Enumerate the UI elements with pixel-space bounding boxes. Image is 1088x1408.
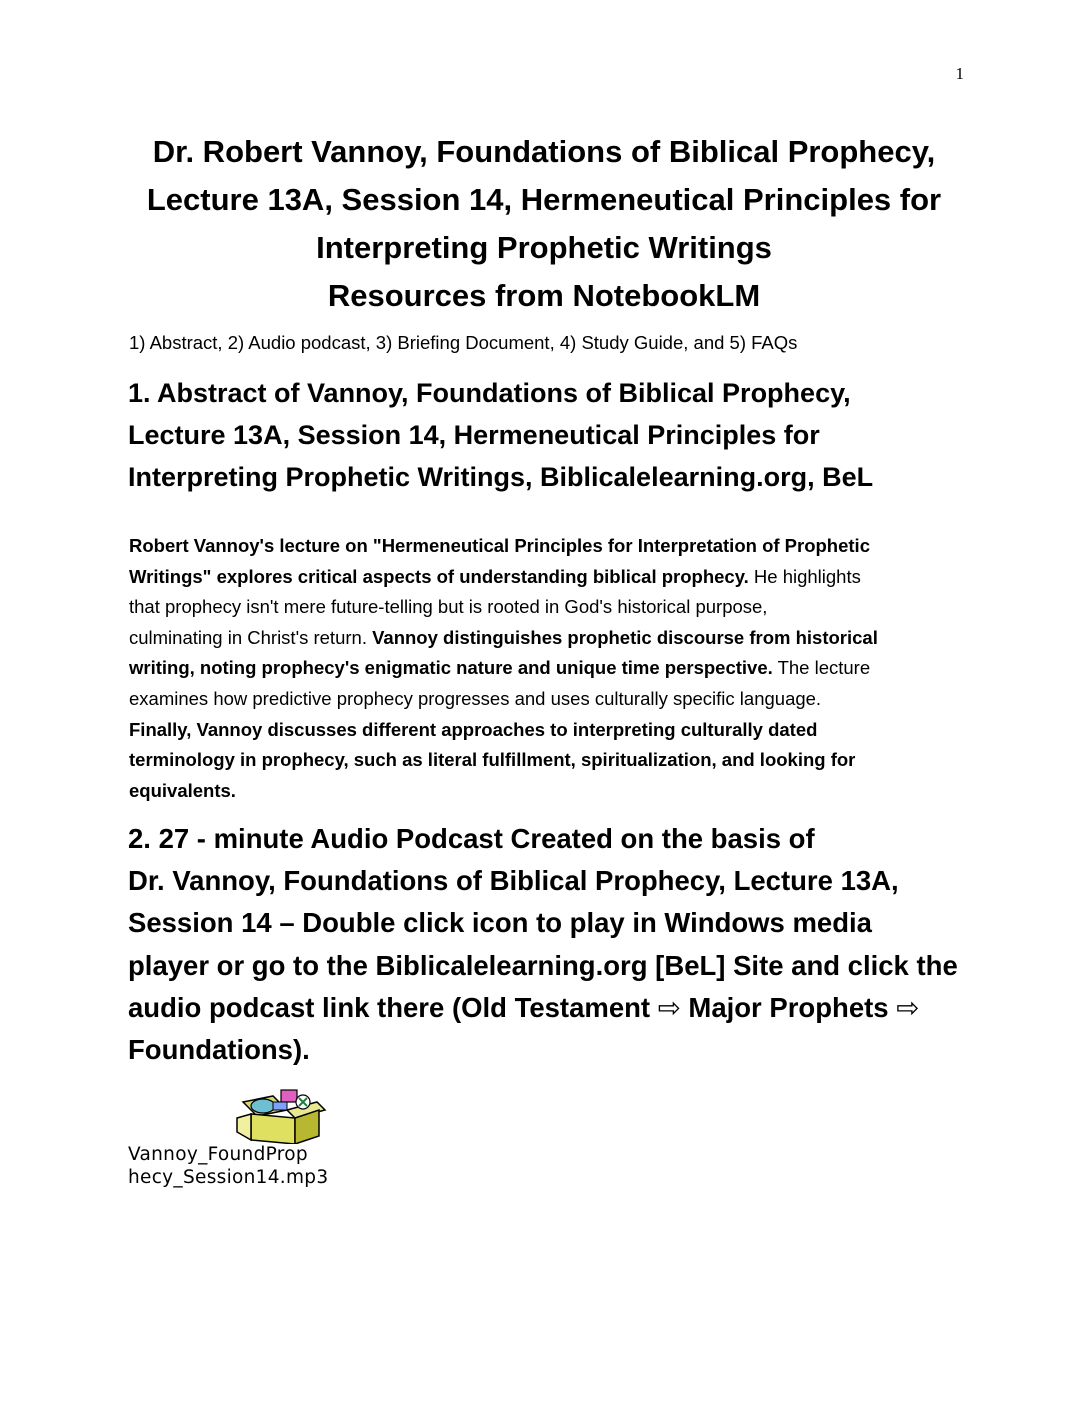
arrow-right-icon: ⇨ [896,991,920,1023]
heading-text: audio podcast link there (Old Testament [128,991,658,1023]
heading-line: Interpreting Prophetic Writings, Biblicalelearning.org, BeL [128,462,874,492]
page-number: 1 [955,64,964,83]
abstract-text: He highlights [748,565,861,587]
abstract-text: The lecture [772,657,871,679]
resource-list: 1) Abstract, 2) Audio podcast, 3) Briefing Document, 4) Study Guide, and 5) FAQs [129,332,798,353]
page-title [120,128,968,320]
abstract-text-bold: Writings" explores critical aspects of understanding biblical prophecy. [129,565,749,587]
abstract-text-bold: Robert Vannoy's lecture on "Hermeneutical Principles for Interpretation of Prophetic [129,535,870,556]
podcast-heading [128,818,978,1071]
title-line: Dr. Robert Vannoy, Foundations of Biblical Prophecy, [152,134,936,169]
audio-file-attachment[interactable] [128,1088,448,1198]
heading-line: Dr. Vannoy, Foundations of Biblical Prophecy, Lecture 13A, [128,865,899,897]
title-line: Lecture 13A, Session 14, Hermeneutical Principles for [146,182,942,217]
heading-text: Major Prophets [680,991,897,1023]
abstract-text-bold: writing, noting prophecy's enigmatic nature and unique time perspective. [129,657,773,679]
abstract-text: examines how predictive prophecy progresses and uses culturally specific language. [129,687,822,709]
heading-line [128,987,978,1029]
abstract-text: culminating in Christ's return. [129,626,373,648]
heading-line: 2. 27 - minute Audio Podcast Created on the basis of [128,823,815,854]
heading-line: Lecture 13A, Session 14, Hermeneutical Principles for [128,420,820,450]
abstract-text-bold: Finally, Vannoy discusses different approaches to interpreting culturally dated [129,718,818,740]
heading-line: Session 14 – Double click icon to play in Windows media [128,907,872,939]
arrow-right-icon: ⇨ [657,991,681,1023]
heading-line: 1. Abstract of Vannoy, Foundations of Biblical Prophecy, [128,378,851,408]
abstract-text-bold: terminology in prophecy, such as literal fulfillment, spiritualization, and looking for [129,749,856,771]
audio-file-name[interactable] [128,1143,448,1189]
heading-line: player or go to the Biblicalelearning.org [BeL] Site and click the [128,949,958,981]
file-name-line: hecy_Session14.mp3 [128,1167,329,1188]
package-icon[interactable] [233,1088,329,1144]
file-name-line: Vannoy_FoundProp [128,1144,308,1165]
title-line: Resources from NotebookLM [327,278,761,313]
heading-line: Foundations). [128,1034,310,1066]
abstract-text: that prophecy isn't mere future-telling but is rooted in God's historical purpose, [129,596,768,618]
title-line: Interpreting Prophetic Writings [316,230,772,265]
abstract-paragraph [129,531,959,806]
abstract-text-bold: equivalents. [129,779,236,801]
abstract-text-bold: Vannoy distinguishes prophetic discourse from historical [372,626,878,648]
abstract-heading [128,372,968,498]
